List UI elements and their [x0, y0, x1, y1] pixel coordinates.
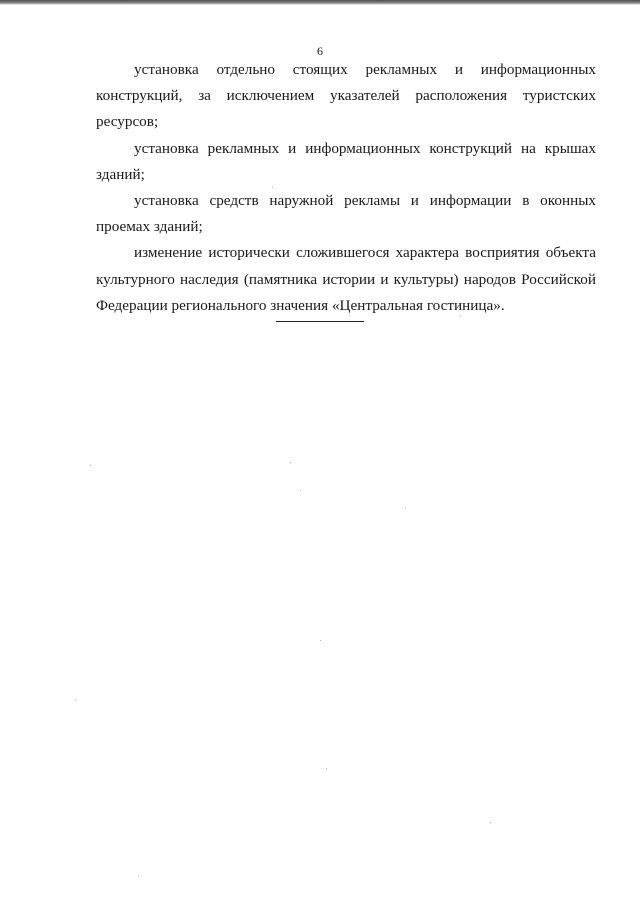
- scan-speck: [460, 316, 461, 317]
- scan-speck: [405, 507, 406, 508]
- scan-speck: [290, 462, 291, 463]
- document-body: [96, 57, 596, 319]
- paragraph-freestanding-structures: установка отдельно стоящих рекламных и информационных конструкций, за исключением указателей расположения туристских ресурсов;: [96, 61, 596, 131]
- scan-speck: [320, 640, 321, 641]
- scan-speck: [75, 700, 76, 701]
- scan-speck: [90, 465, 91, 466]
- paragraph-historical-perception: изменение исторически сложившегося характера восприятия объекта культурного наследия (памятника истории и культуры) народов Российской Федерации регионального значения «Центральная гостиница».: [96, 244, 596, 314]
- scan-top-edge: [0, 0, 640, 5]
- scan-speck: [138, 876, 139, 877]
- end-of-text-rule: [276, 321, 364, 322]
- scan-speck: [272, 187, 273, 188]
- paragraph-roof-structures: установка рекламных и информационных конструкций на крышах зданий;: [96, 139, 596, 183]
- page-number: 6: [317, 44, 323, 58]
- scan-speck: [490, 822, 491, 823]
- scan-speck: [300, 490, 301, 491]
- paragraph-window-advertising: установка средств наружной рекламы и информации в оконных проемах зданий;: [96, 192, 596, 236]
- scan-speck: [326, 768, 327, 769]
